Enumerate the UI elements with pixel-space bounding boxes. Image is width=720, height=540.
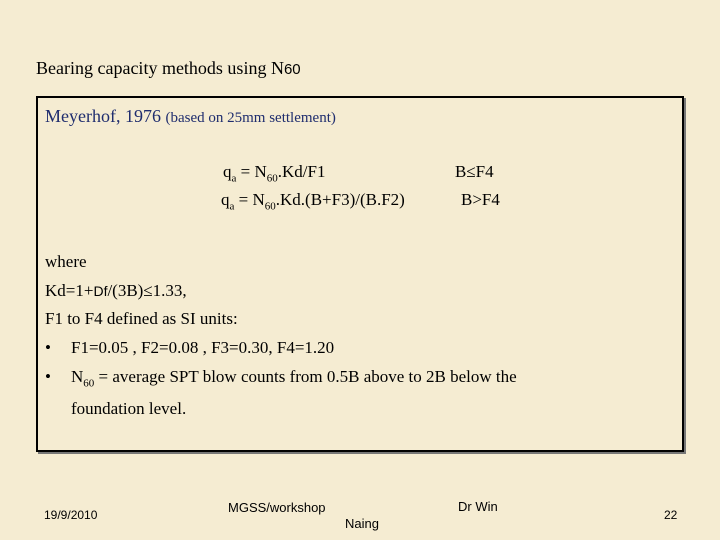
slide-title-subscript: 60 bbox=[283, 61, 301, 78]
bullet-2-sub: 60 bbox=[83, 376, 95, 389]
method-note: (based on 25mm settlement) bbox=[165, 110, 336, 126]
slide-title-text: Bearing capacity methods using N bbox=[36, 58, 284, 78]
bullet-marker: • bbox=[45, 366, 51, 386]
units-line: F1 to F4 defined as SI units: bbox=[45, 309, 238, 328]
footer-workshop: MGSS/workshop bbox=[228, 500, 326, 515]
condition-2: B>F4 bbox=[461, 190, 500, 209]
where-line: where bbox=[45, 252, 87, 271]
formula-2-rest: .Kd.(B+F3)/(B.F2) bbox=[275, 190, 405, 209]
kd-df: Df bbox=[93, 282, 108, 299]
bullet-list bbox=[45, 334, 645, 421]
formula-1-q-sub: a bbox=[231, 172, 237, 185]
formula-1-rest: .Kd/F1 bbox=[277, 162, 326, 181]
formula-1-q: q bbox=[223, 162, 232, 181]
bullet-1-text: F1=0.05 , F2=0.08 , F3=0.30, F4=1.20 bbox=[71, 338, 335, 357]
footer-naing: Naing bbox=[345, 516, 379, 531]
formula-1-eq: = N bbox=[236, 162, 267, 181]
method-name: Meyerhof, 1976 bbox=[45, 106, 161, 126]
condition-1: B≤F4 bbox=[455, 162, 494, 181]
formula-1-n-sub: 60 bbox=[266, 172, 278, 185]
formula-2-n-sub: 60 bbox=[264, 200, 276, 213]
kd-prefix: Kd=1+ bbox=[45, 280, 94, 300]
bullet-2-n: N bbox=[71, 366, 84, 386]
method-heading bbox=[45, 106, 336, 127]
kd-line bbox=[45, 277, 238, 306]
formula-2-q-sub: a bbox=[229, 200, 235, 213]
footer-date: 19/9/2010 bbox=[44, 508, 98, 522]
body-text bbox=[45, 248, 238, 334]
slide-title bbox=[36, 58, 301, 79]
bullet-marker: • bbox=[45, 338, 51, 357]
content-box bbox=[36, 96, 684, 452]
bullet-item bbox=[45, 363, 645, 422]
kd-suffix: /(3B)≤1.33, bbox=[107, 280, 187, 300]
formula-2-eq: = N bbox=[234, 190, 265, 209]
bullet-2-continuation: foundation level. bbox=[71, 399, 187, 419]
bullet-item bbox=[45, 334, 645, 363]
footer-author: Dr Win bbox=[458, 499, 498, 514]
bullet-2-text: = average SPT blow counts from 0.5B above to 2B below the bbox=[94, 366, 517, 386]
formula-2 bbox=[221, 190, 405, 212]
formula-2-q: q bbox=[221, 190, 230, 209]
formula-1 bbox=[223, 162, 325, 184]
page-number: 22 bbox=[664, 508, 678, 522]
